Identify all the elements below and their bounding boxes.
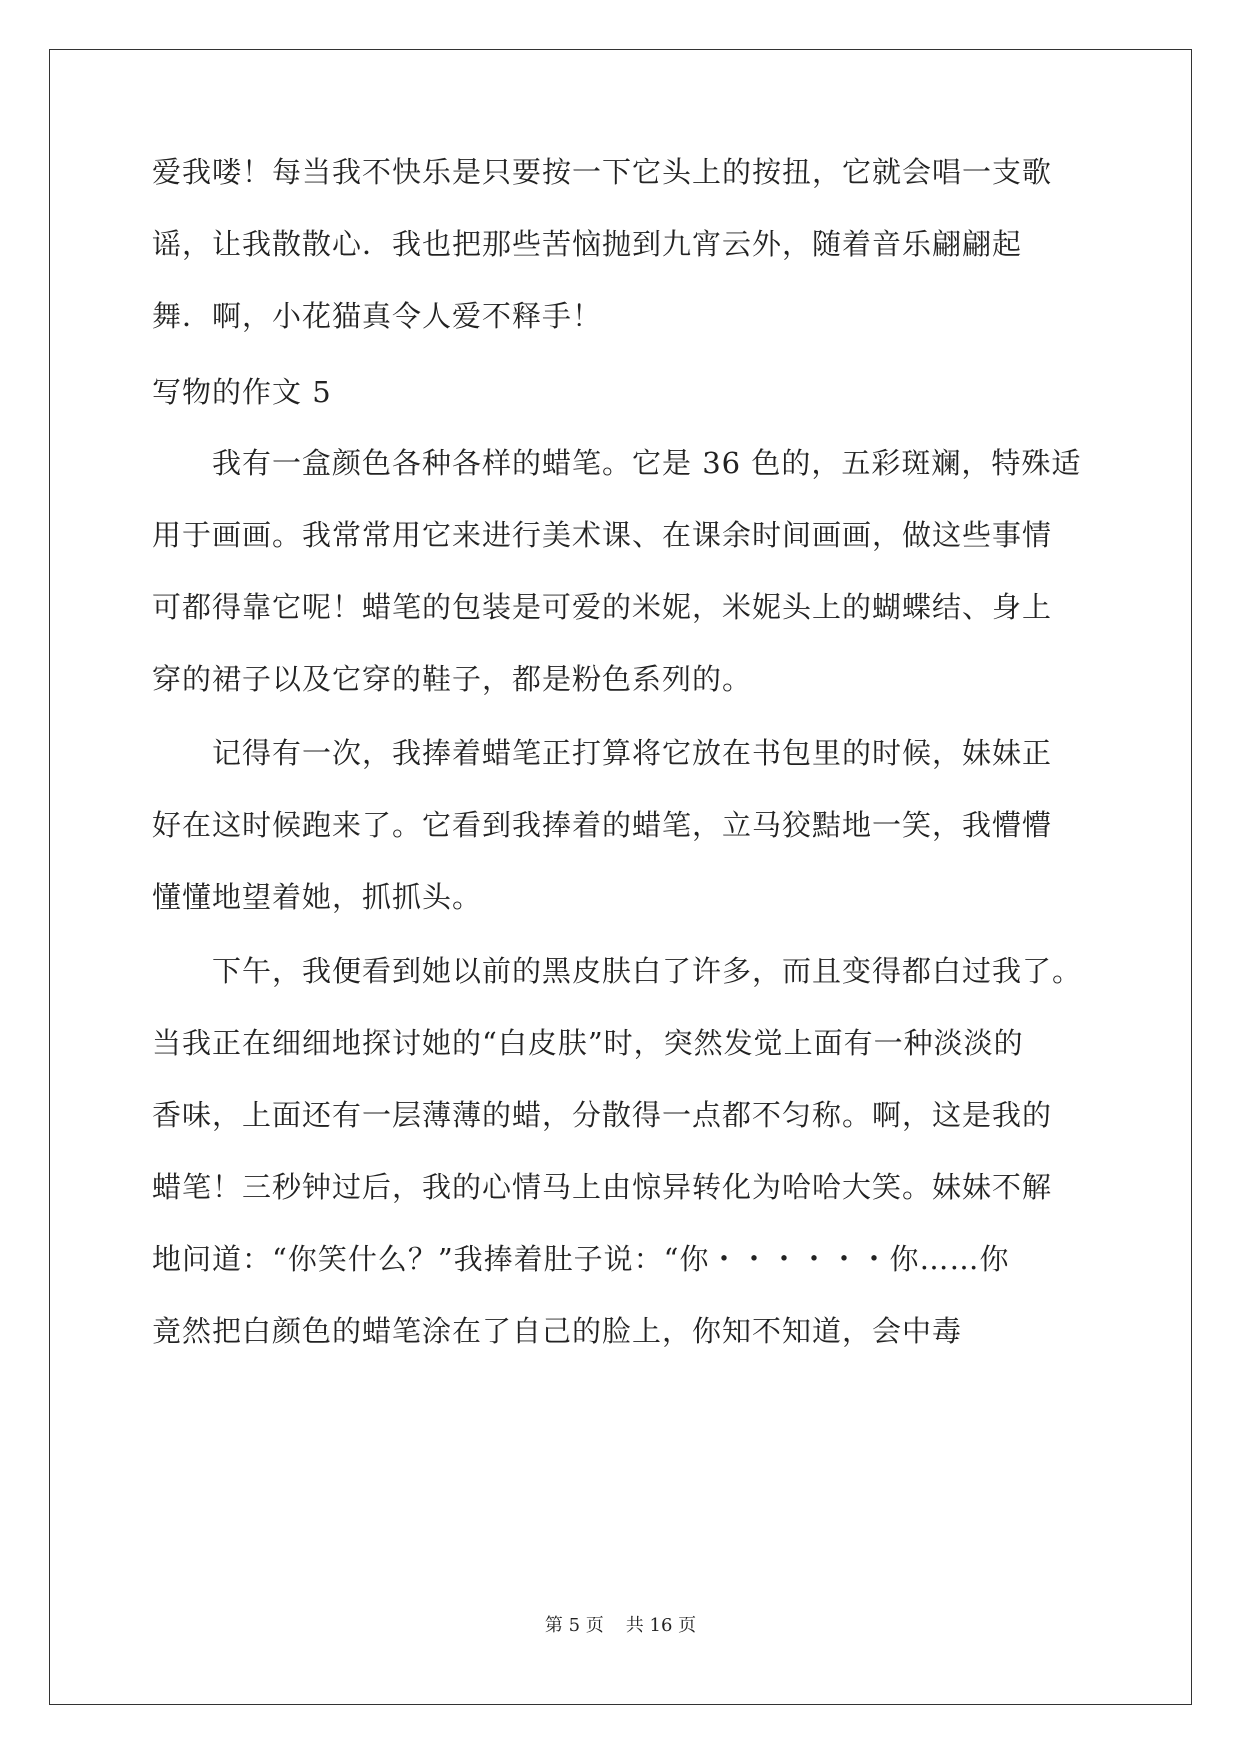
text-line: 我有一盒颜色各种各样的蜡笔。它是 36 色的，五彩斑斓，特殊适 — [212, 446, 1082, 480]
text-line: 谣，让我散散心．我也把那些苦恼抛到九宵云外，随着音乐翩翩起 — [152, 227, 1023, 261]
text-line: 用于画画。我常常用它来进行美术课、在课余时间画画，做这些事情 — [152, 518, 1053, 552]
text-line: 下午，我便看到她以前的黑皮肤白了许多，而且变得都白过我了。 — [212, 954, 1083, 988]
text-line: 蜡笔！三秒钟过后，我的心情马上由惊异转化为哈哈大笑。妹妹不解 — [152, 1170, 1053, 1204]
text-line: 记得有一次，我捧着蜡笔正打算将它放在书包里的时候，妹妹正 — [212, 736, 1053, 770]
text-line: 懂懂地望着她，抓抓头。 — [152, 880, 483, 914]
text-line: 穿的裙子以及它穿的鞋子，都是粉色系列的。 — [152, 662, 753, 696]
text-line: 竟然把白颜色的蜡笔涂在了自己的脸上，你知不知道，会中毒 — [152, 1314, 963, 1348]
text-line: 爱我喽！每当我不快乐是只要按一下它头上的按扭，它就会唱一支歌 — [152, 155, 1053, 189]
total-pages: 共 16 页 — [625, 1615, 697, 1636]
text-line: 舞．啊，小花猫真令人爱不释手！ — [152, 299, 603, 333]
text-line: 好在这时候跑来了。它看到我捧着的蜡笔，立马狡黠地一笑，我懵懵 — [152, 808, 1053, 842]
text-line: 地问道：“你笑什么？”我捧着肚子说：“你・・・・・・你……你 — [152, 1242, 1010, 1276]
page-number: 第 5 页 — [544, 1615, 604, 1636]
text-line: 当我正在细细地探讨她的“白皮肤”时，突然发觉上面有一种淡淡的 — [152, 1026, 1024, 1060]
page-footer — [0, 1614, 1241, 1638]
section-heading: 写物的作文 5 — [152, 375, 332, 409]
text-line: 可都得靠它呢！蜡笔的包装是可爱的米妮，米妮头上的蝴蝶结、身上 — [152, 590, 1053, 624]
text-line: 香味，上面还有一层薄薄的蜡，分散得一点都不匀称。啊，这是我的 — [152, 1098, 1053, 1132]
